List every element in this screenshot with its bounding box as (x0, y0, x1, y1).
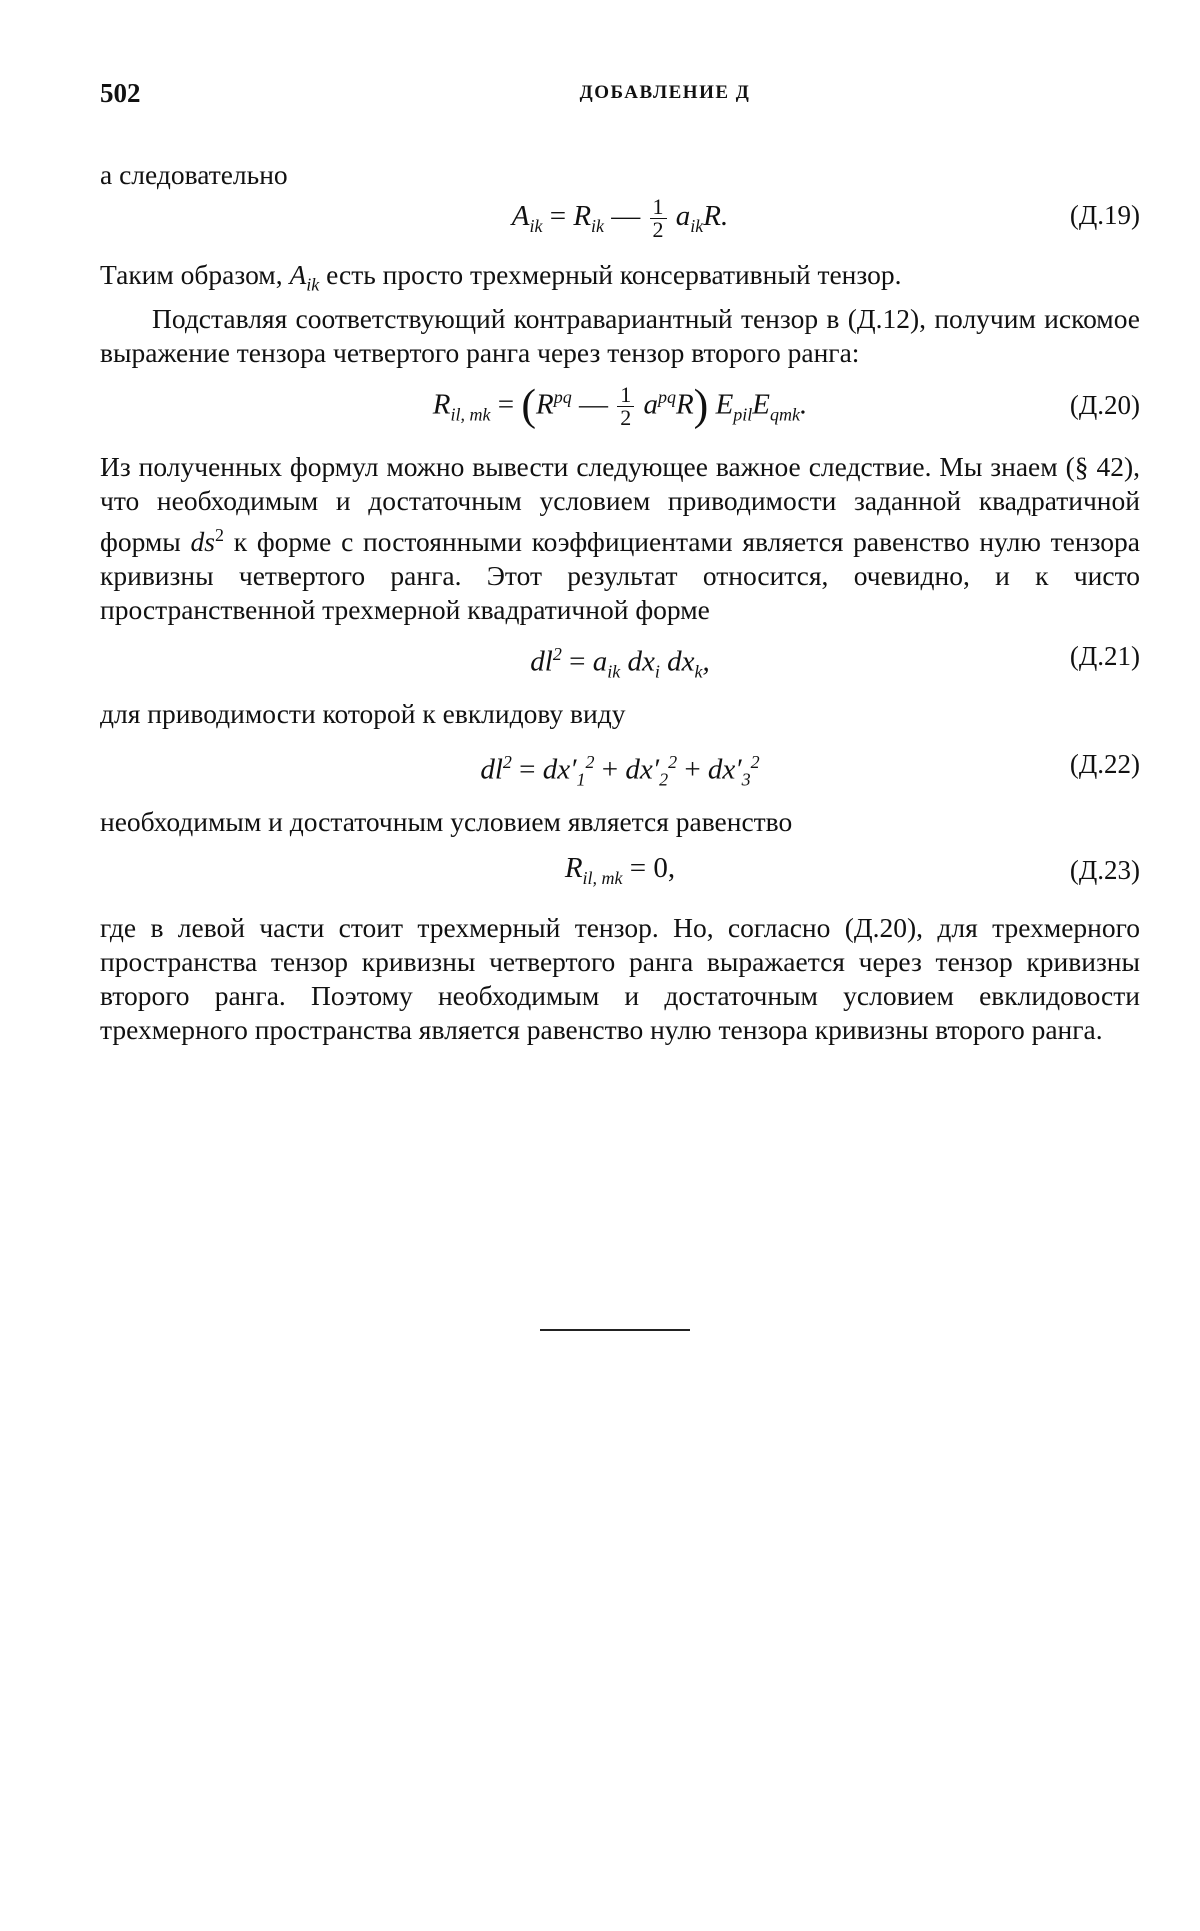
equation-d19-formula: $A_{ik} = R_{ik}$ — $\frac{1}{2}$ $a_{ik}R$. (511, 194, 729, 242)
equation-d19-number: (Д.19) (1069, 200, 1140, 230)
paragraph-intro: а следовательно (100, 159, 288, 190)
paragraph-substitution: Подставляя соответствующий контравариантный тензор в (Д.12), получим искомое выражение тензора четвертого ранга через тензор второго ранга: (100, 302, 1140, 368)
body-text (100, 158, 1140, 1047)
equation-d21-formula: $dl^2 = a_{ik}$ $dx_i$ $dx_k$, (530, 643, 710, 682)
equation-d23-number: (Д.23) (1069, 854, 1140, 885)
paragraph-euclidean-form: для приводимости которой к евклидову виду (100, 697, 626, 729)
end-rule (540, 1329, 690, 1331)
equation-d22-number: (Д.22) (1069, 748, 1140, 779)
equation-d23-formula: $R_{il, mk} = 0$, (564, 851, 676, 888)
equation-d21 (100, 629, 1140, 689)
equation-d21-number: (Д.21) (1069, 640, 1140, 671)
equation-d22-formula: $dl^2 = dx'_1^2 + dx'_2^2 + dx'_3^2$ (480, 751, 760, 790)
equation-d22 (100, 737, 1140, 797)
paragraph-conclusion: где в левой части стоит трехмерный тензор. Но, согласно (Д.20), для трехмерного пространства тензор кривизны четвертого ранга выражается через тензор кривизны второго ранга. Поэтому необходимым и достаточным условием евклидовости трехмерного пространства является равенство нулю тензора кривизны второго ранга. (100, 911, 1140, 1045)
running-title: ДОБАВЛЕНИЕ Д (579, 82, 751, 103)
equation-d20-formula: $R_{il, mk} = (R^{pq}$ — $\frac{1}{2}$ $a^{pq}R$) $E_{pil}E_{qmk}$. (432, 380, 808, 430)
equation-d20 (100, 370, 1140, 440)
equation-d19 (100, 188, 1140, 240)
equation-d20-number: (Д.20) (1069, 389, 1140, 420)
paragraph-conservative: Таким образом, $A_{ik}$ есть просто трехмерный консервативный тензор. (100, 259, 902, 295)
page-header (100, 78, 1140, 118)
equation-d23 (100, 843, 1140, 901)
page-number: 502 (100, 78, 141, 108)
paragraph-consequence: Из полученных формул можно вывести следующее важное следствие. Мы знаем (§ 42), что необходимым и достаточным условием приводимости заданной квадратичной формы $ds^2$ к форме с постоянными коэффициентами является равенство нулю тензора кривизны четвертого ранга. Этот результат относится, очевидно, и к чисто пространственной трехмерной квадратичной форме (100, 450, 1141, 625)
paragraph-condition: необходимым и достаточным условием является равенство (100, 805, 793, 837)
